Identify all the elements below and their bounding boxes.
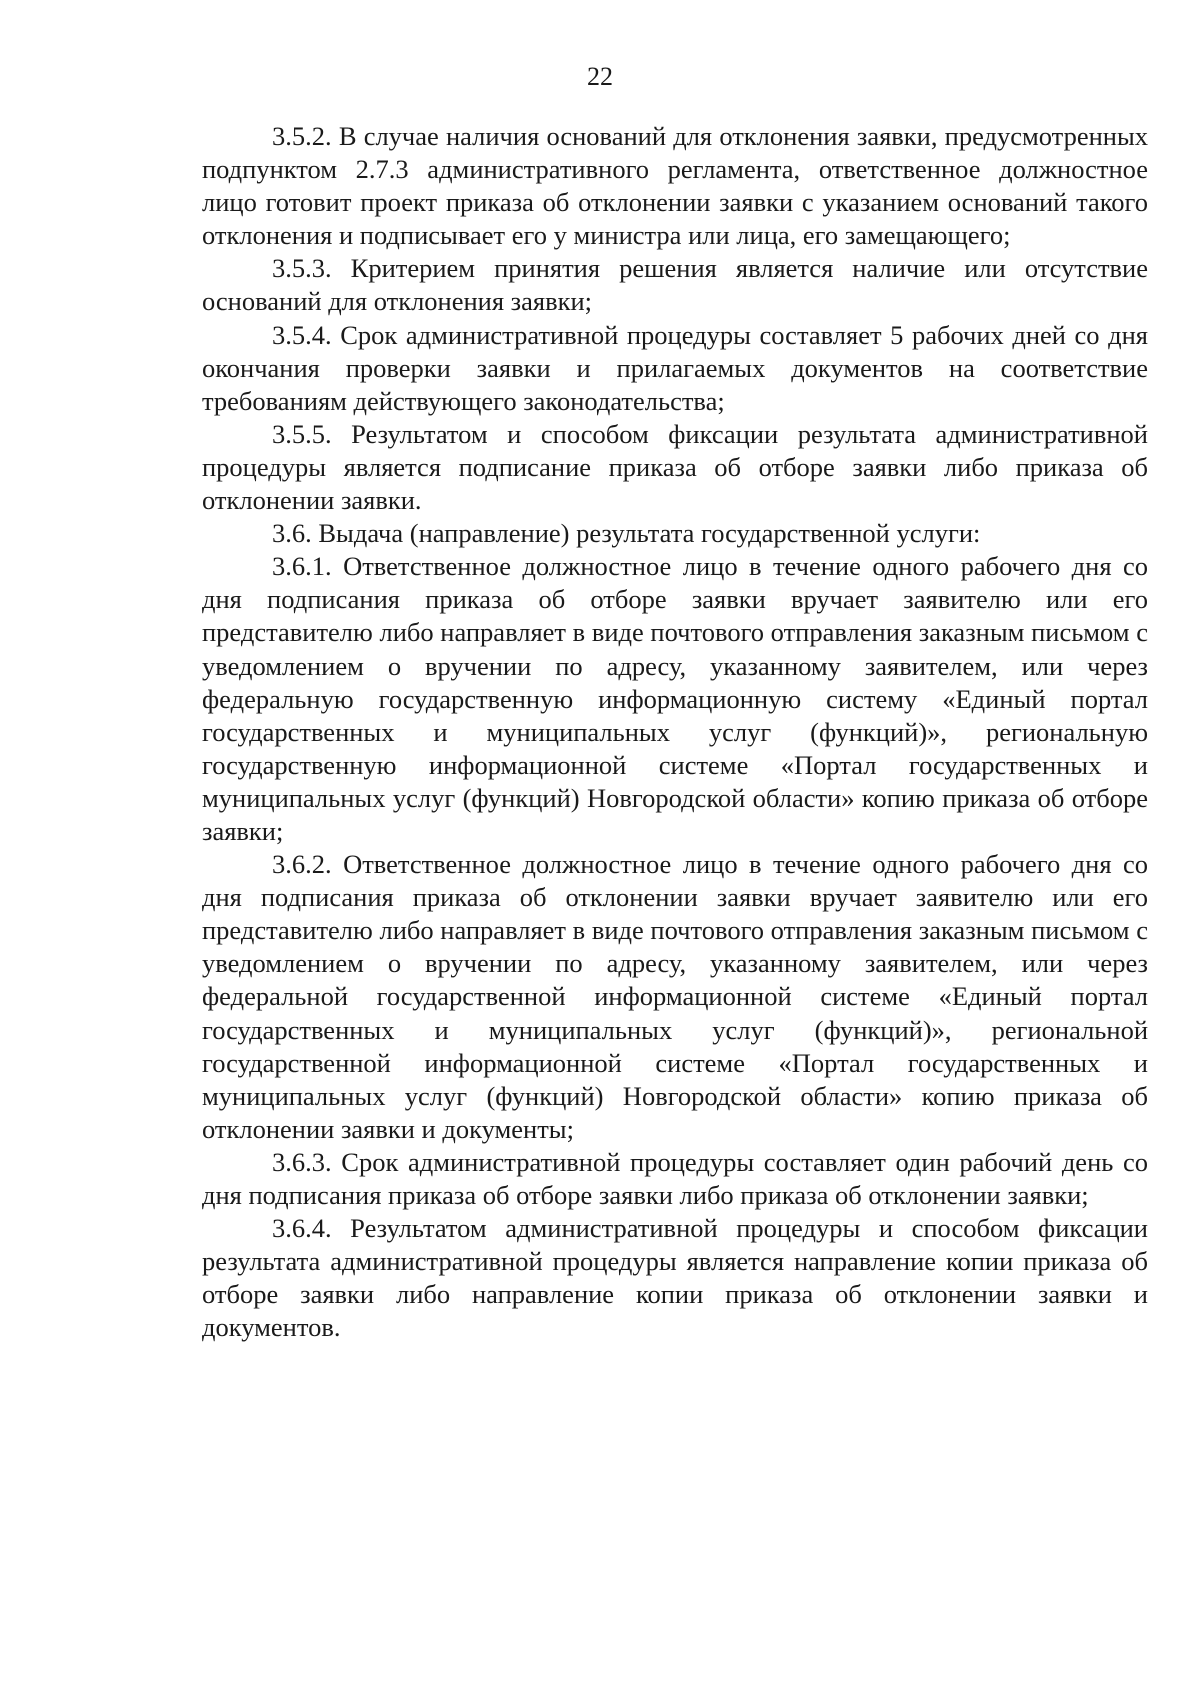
paragraph-3-5-2: 3.5.2. В случае наличия оснований для отклонения заявки, предусмотренных подпунктом 2.7.3 административного регламента, ответственное должностное лицо готовит проект приказа об отклонении заявки с указанием оснований такого отклонения и подписывает его у министра или лица, его замещающего; <box>202 121 1148 251</box>
paragraph-3-6-1: 3.6.1. Ответственное должностное лицо в течение одного рабочего дня со дня подписания приказа об отборе заявки вручает заявителю или его представителю либо направляет в виде почтового отправления заказным письмом с уведомлением о вручении по адресу, указанному заявителем, или через федеральную государственную информационную систему «Единый портал государственных и муниципальных услуг (функций)», региональную государственную информационной системе «Портал государственных и муниципальных услуг (функций) Новгородской области» копию приказа об отборе заявки; <box>202 551 1148 846</box>
paragraph-3-6-2: 3.6.2. Ответственное должностное лицо в течение одного рабочего дня со дня подписания приказа об отклонении заявки вручает заявителю или его представителю либо направляет в виде почтового отправления заказным письмом с уведомлением о вручении по адресу, указанному заявителем, или через федеральной государственной информационной системе «Единый портал государственных и муниципальных услуг (функций)», региональной государственной информационной системе «Портал государственных и муниципальных услуг (функций) Новгородской области» копию приказа об отклонении заявки и документы; <box>202 849 1148 1144</box>
paragraph-3-5-3: 3.5.3. Критерием принятия решения является наличие или отсутствие оснований для отклонения заявки; <box>202 253 1148 317</box>
paragraph-3-5-4: 3.5.4. Срок административной процедуры составляет 5 рабочих дней со дня окончания проверки заявки и прилагаемых документов на соответствие требованиям действующего законодательства; <box>202 319 1148 416</box>
paragraph-3-5-5: 3.5.5. Результатом и способом фиксации результата административной процедуры является подписание приказа об отборе заявки либо приказа об отклонении заявки. <box>202 418 1148 516</box>
page-number: 22 <box>587 62 613 91</box>
document-body <box>202 120 1148 1344</box>
paragraph-3-6-4: 3.6.4. Результатом административной процедуры и способом фиксации результата административной процедуры является направление копии приказа об отборе заявки либо направление копии приказа об отклонении заявки и документов. <box>202 1213 1148 1343</box>
paragraph-3-6-3: 3.6.3. Срок административной процедуры составляет один рабочий день со дня подписания приказа об отборе заявки либо приказа об отклонении заявки; <box>202 1146 1148 1210</box>
paragraph-3-6: 3.6. Выдача (направление) результата государственной услуги: <box>272 518 981 549</box>
